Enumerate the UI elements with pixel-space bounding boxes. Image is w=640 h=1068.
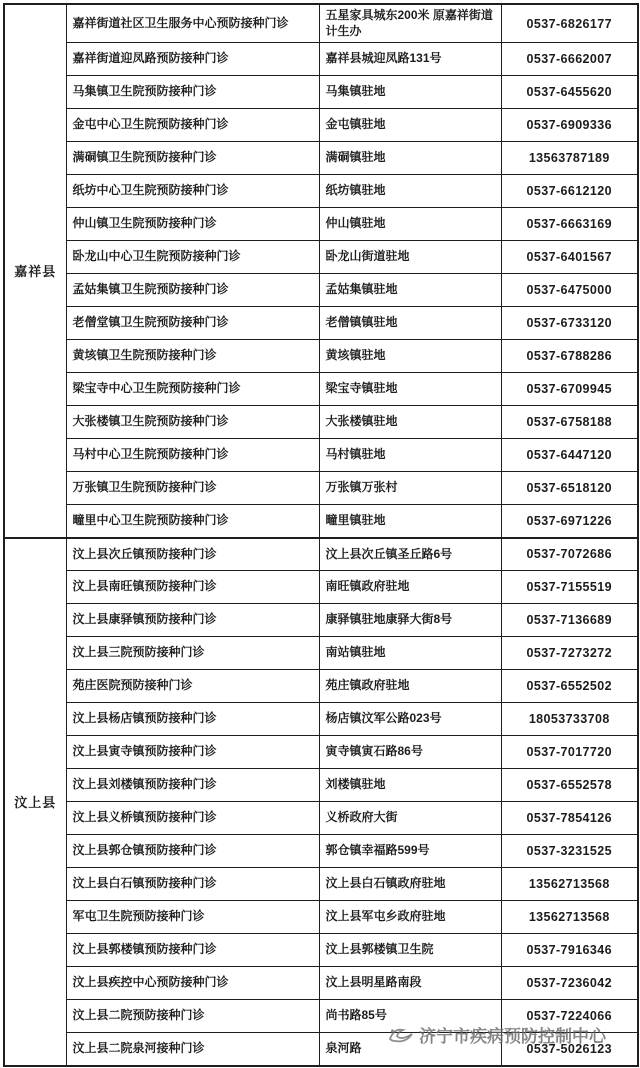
address-cell: 大张楼镇驻地 <box>319 406 501 439</box>
phone-cell: 0537-6909336 <box>501 109 638 142</box>
clinic-name-cell: 汶上县杨店镇预防接种门诊 <box>66 703 319 736</box>
table-body <box>4 4 638 1066</box>
clinic-name-cell: 汶上县二院泉河接种门诊 <box>66 1033 319 1066</box>
table-row <box>4 1033 638 1066</box>
phone-cell: 0537-6971226 <box>501 505 638 538</box>
clinic-name-cell: 纸坊中心卫生院预防接种门诊 <box>66 175 319 208</box>
phone-cell: 0537-3231525 <box>501 835 638 868</box>
clinic-name-cell: 金屯中心卫生院预防接种门诊 <box>66 109 319 142</box>
phone-cell: 0537-6709945 <box>501 373 638 406</box>
table-row <box>4 802 638 835</box>
clinic-name-cell: 军屯卫生院预防接种门诊 <box>66 901 319 934</box>
table-row <box>4 901 638 934</box>
table-row <box>4 472 638 505</box>
county-cell: 汶上县 <box>4 538 66 1066</box>
phone-cell: 13563787189 <box>501 142 638 175</box>
phone-cell: 0537-7236042 <box>501 967 638 1000</box>
clinic-name-cell: 卧龙山中心卫生院预防接种门诊 <box>66 241 319 274</box>
clinic-name-cell: 嘉祥街道社区卫生服务中心预防接种门诊 <box>66 4 319 43</box>
vaccination-clinics-table <box>3 3 639 1067</box>
table-row <box>4 835 638 868</box>
table-row <box>4 538 638 571</box>
address-cell: 郭仓镇幸福路599号 <box>319 835 501 868</box>
table-row <box>4 505 638 538</box>
table-row <box>4 868 638 901</box>
phone-cell: 0537-6788286 <box>501 340 638 373</box>
phone-cell: 0537-6475000 <box>501 274 638 307</box>
address-cell: 康驿镇驻地康驿大街8号 <box>319 604 501 637</box>
address-cell: 仲山镇驻地 <box>319 208 501 241</box>
phone-cell: 0537-6612120 <box>501 175 638 208</box>
phone-cell: 0537-7017720 <box>501 736 638 769</box>
address-cell: 黄垓镇驻地 <box>319 340 501 373</box>
table-row <box>4 1000 638 1033</box>
address-cell: 汶上县明星路南段 <box>319 967 501 1000</box>
address-cell: 五星家具城东200米 原嘉祥街道计生办 <box>319 4 501 43</box>
address-cell: 汶上县次丘镇圣丘路6号 <box>319 538 501 571</box>
table-row <box>4 175 638 208</box>
table-row <box>4 76 638 109</box>
address-cell: 寅寺镇寅石路86号 <box>319 736 501 769</box>
table-row <box>4 109 638 142</box>
table-row <box>4 670 638 703</box>
clinic-name-cell: 汶上县次丘镇预防接种门诊 <box>66 538 319 571</box>
clinic-name-cell: 汶上县寅寺镇预防接种门诊 <box>66 736 319 769</box>
phone-cell: 0537-6663169 <box>501 208 638 241</box>
phone-cell: 0537-6733120 <box>501 307 638 340</box>
clinic-name-cell: 马集镇卫生院预防接种门诊 <box>66 76 319 109</box>
table-row <box>4 934 638 967</box>
table-row <box>4 340 638 373</box>
clinic-name-cell: 汶上县郭楼镇预防接种门诊 <box>66 934 319 967</box>
table-row <box>4 4 638 43</box>
clinic-name-cell: 汶上县康驿镇预防接种门诊 <box>66 604 319 637</box>
phone-cell: 0537-7224066 <box>501 1000 638 1033</box>
table-row <box>4 571 638 604</box>
clinic-name-cell: 汶上县二院预防接种门诊 <box>66 1000 319 1033</box>
table-row <box>4 43 638 76</box>
table-row <box>4 241 638 274</box>
table-row <box>4 637 638 670</box>
table-row <box>4 208 638 241</box>
clinic-name-cell: 孟姑集镇卫生院预防接种门诊 <box>66 274 319 307</box>
phone-cell: 0537-7136689 <box>501 604 638 637</box>
phone-cell: 0537-7155519 <box>501 571 638 604</box>
table-row <box>4 604 638 637</box>
watermark-text: 济宁市疾病预防控制中心 <box>419 1027 606 1046</box>
clinic-name-cell: 黄垓镇卫生院预防接种门诊 <box>66 340 319 373</box>
phone-cell: 0537-6518120 <box>501 472 638 505</box>
clinic-name-cell: 汶上县三院预防接种门诊 <box>66 637 319 670</box>
address-cell: 孟姑集镇驻地 <box>319 274 501 307</box>
phone-cell: 0537-6552578 <box>501 769 638 802</box>
clinic-name-cell: 满硐镇卫生院预防接种门诊 <box>66 142 319 175</box>
phone-cell: 0537-6826177 <box>501 4 638 43</box>
address-cell: 嘉祥县城迎凤路131号 <box>319 43 501 76</box>
address-cell: 汶上县郭楼镇卫生院 <box>319 934 501 967</box>
address-cell: 纸坊镇驻地 <box>319 175 501 208</box>
address-cell: 马集镇驻地 <box>319 76 501 109</box>
table-row <box>4 373 638 406</box>
address-cell: 泉河路 <box>319 1033 501 1066</box>
clinic-name-cell: 老僧堂镇卫生院预防接种门诊 <box>66 307 319 340</box>
address-cell: 万张镇万张村 <box>319 472 501 505</box>
phone-cell: 0537-7854126 <box>501 802 638 835</box>
phone-cell: 0537-7916346 <box>501 934 638 967</box>
address-cell: 汶上县军屯乡政府驻地 <box>319 901 501 934</box>
phone-cell: 0537-6455620 <box>501 76 638 109</box>
phone-cell: 0537-6401567 <box>501 241 638 274</box>
phone-cell: 0537-7072686 <box>501 538 638 571</box>
clinic-name-cell: 仲山镇卫生院预防接种门诊 <box>66 208 319 241</box>
table-row <box>4 142 638 175</box>
clinic-name-cell: 万张镇卫生院预防接种门诊 <box>66 472 319 505</box>
phone-cell: 13562713568 <box>501 868 638 901</box>
address-cell: 尚书路85号 <box>319 1000 501 1033</box>
clinic-name-cell: 汶上县白石镇预防接种门诊 <box>66 868 319 901</box>
clinic-name-cell: 苑庄医院预防接种门诊 <box>66 670 319 703</box>
table-row <box>4 307 638 340</box>
table-row <box>4 406 638 439</box>
clinic-name-cell: 汶上县义桥镇预防接种门诊 <box>66 802 319 835</box>
address-cell: 义桥政府大街 <box>319 802 501 835</box>
clinic-name-cell: 马村中心卫生院预防接种门诊 <box>66 439 319 472</box>
clinic-name-cell: 汶上县疾控中心预防接种门诊 <box>66 967 319 1000</box>
phone-cell: 0537-5026123 <box>501 1033 638 1066</box>
table-row <box>4 967 638 1000</box>
address-cell: 南旺镇政府驻地 <box>319 571 501 604</box>
address-cell: 满硐镇驻地 <box>319 142 501 175</box>
phone-cell: 0537-6552502 <box>501 670 638 703</box>
address-cell: 卧龙山街道驻地 <box>319 241 501 274</box>
table-row <box>4 274 638 307</box>
address-cell: 疃里镇驻地 <box>319 505 501 538</box>
county-cell: 嘉祥县 <box>4 4 66 538</box>
address-cell: 梁宝寺镇驻地 <box>319 373 501 406</box>
address-cell: 苑庄镇政府驻地 <box>319 670 501 703</box>
clinic-name-cell: 大张楼镇卫生院预防接种门诊 <box>66 406 319 439</box>
phone-cell: 18053733708 <box>501 703 638 736</box>
clinic-name-cell: 汶上县南旺镇预防接种门诊 <box>66 571 319 604</box>
phone-cell: 0537-7273272 <box>501 637 638 670</box>
clinic-name-cell: 疃里中心卫生院预防接种门诊 <box>66 505 319 538</box>
table-row <box>4 769 638 802</box>
clinic-name-cell: 汶上县郭仓镇预防接种门诊 <box>66 835 319 868</box>
address-cell: 南站镇驻地 <box>319 637 501 670</box>
table-row <box>4 439 638 472</box>
clinic-name-cell: 嘉祥街道迎凤路预防接种门诊 <box>66 43 319 76</box>
phone-cell: 0537-6758188 <box>501 406 638 439</box>
address-cell: 马村镇驻地 <box>319 439 501 472</box>
phone-cell: 0537-6662007 <box>501 43 638 76</box>
clinic-name-cell: 梁宝寺中心卫生院预防接种门诊 <box>66 373 319 406</box>
table-row <box>4 736 638 769</box>
phone-cell: 0537-6447120 <box>501 439 638 472</box>
table-row <box>4 703 638 736</box>
address-cell: 刘楼镇驻地 <box>319 769 501 802</box>
clinic-name-cell: 汶上县刘楼镇预防接种门诊 <box>66 769 319 802</box>
phone-cell: 13562713568 <box>501 901 638 934</box>
address-cell: 老僧镇镇驻地 <box>319 307 501 340</box>
address-cell: 金屯镇驻地 <box>319 109 501 142</box>
address-cell: 汶上县白石镇政府驻地 <box>319 868 501 901</box>
address-cell: 杨店镇汶军公路023号 <box>319 703 501 736</box>
